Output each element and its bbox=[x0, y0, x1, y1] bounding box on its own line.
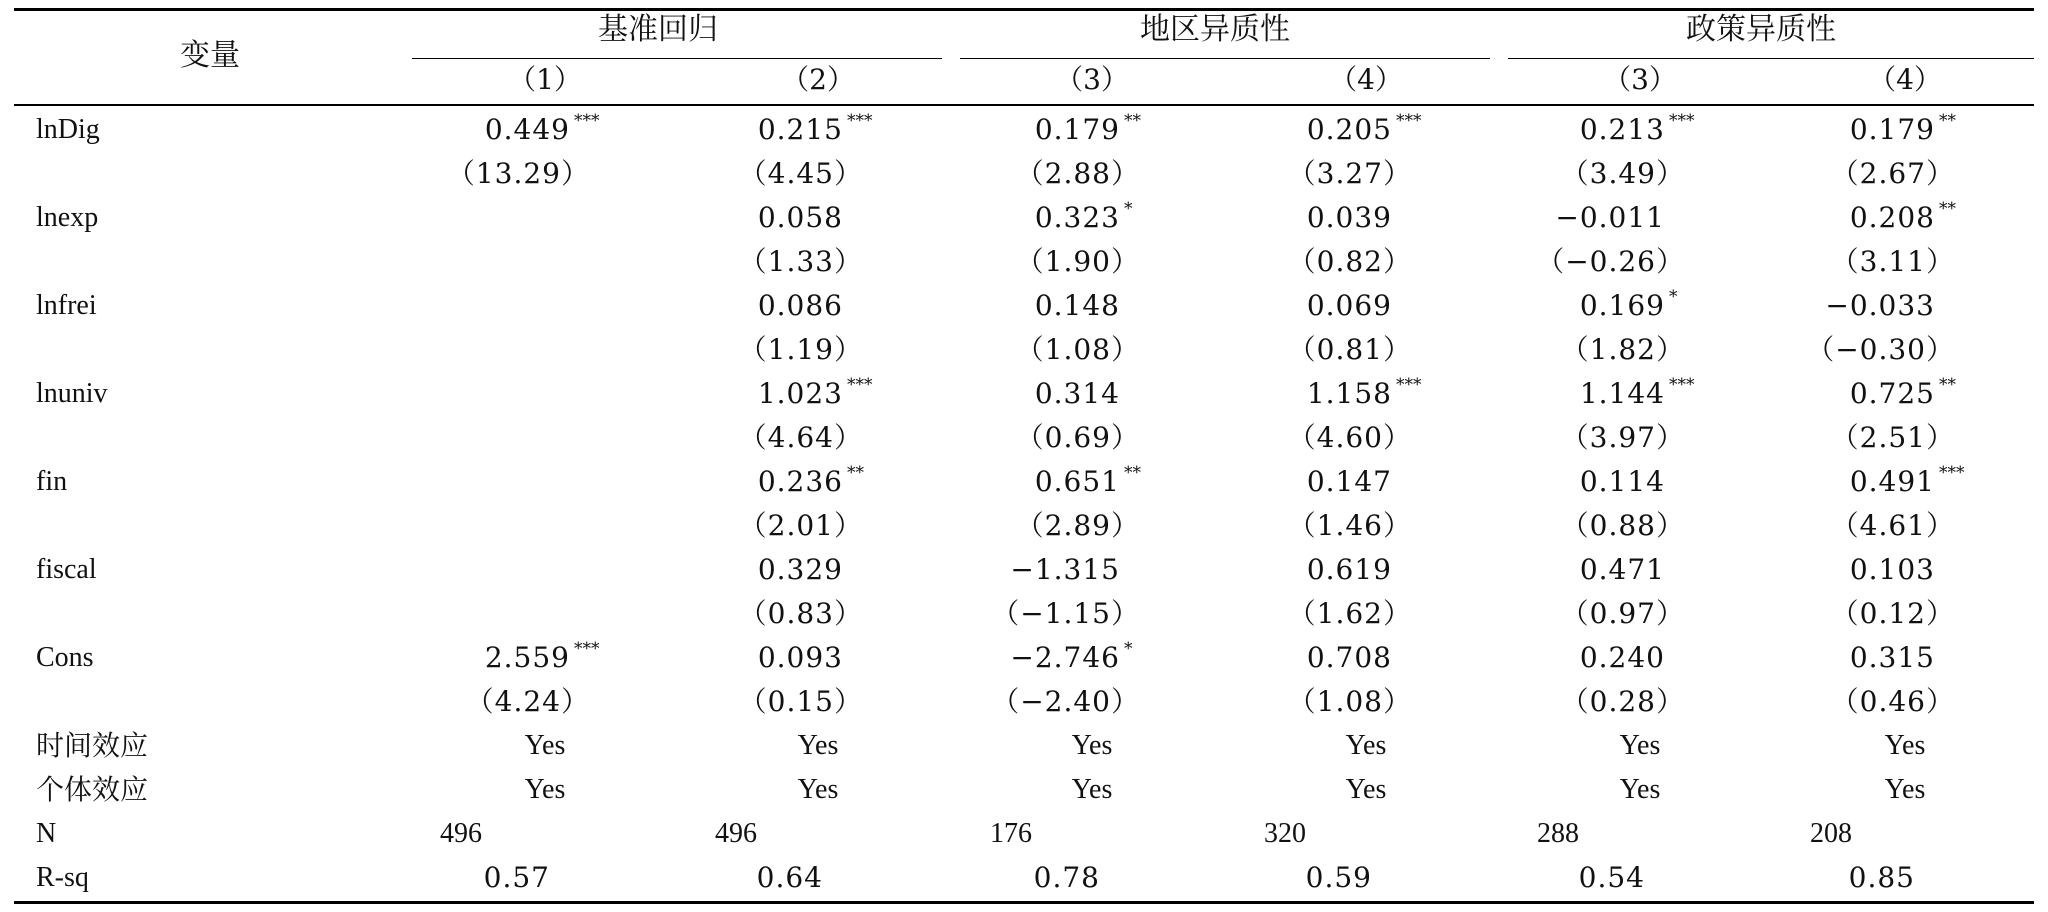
effect-value: Yes bbox=[1619, 774, 1661, 805]
rsq-value: 0.54 bbox=[1578, 861, 1645, 894]
rsq-label: R-sq bbox=[36, 862, 89, 893]
significance-stars: ** bbox=[1939, 111, 1956, 131]
effect-value: Yes bbox=[524, 730, 566, 761]
t-statistic: （−0.26） bbox=[1536, 245, 1685, 278]
top-rule bbox=[14, 8, 2034, 11]
t-statistic: （1.08） bbox=[1015, 333, 1140, 366]
effect-value: Yes bbox=[1345, 730, 1387, 761]
coefficient: 0.147 bbox=[1306, 465, 1392, 498]
bottom-rule bbox=[14, 901, 2034, 904]
t-statistic: （0.81） bbox=[1287, 333, 1412, 366]
coefficient: 0.069 bbox=[1306, 289, 1392, 322]
t-statistic: （1.46） bbox=[1287, 509, 1412, 542]
coefficient: −0.033 bbox=[1825, 289, 1935, 322]
header-rule bbox=[14, 104, 2034, 106]
coefficient: 0.148 bbox=[1034, 289, 1120, 322]
coefficient: 0.179 bbox=[1034, 113, 1120, 146]
significance-stars: ** bbox=[1124, 111, 1141, 131]
significance-stars: ** bbox=[847, 463, 864, 483]
coefficient: 0.725 bbox=[1849, 377, 1935, 410]
coefficient: −1.315 bbox=[1010, 553, 1120, 586]
t-statistic: （13.29） bbox=[446, 157, 590, 190]
effect-value: Yes bbox=[1345, 774, 1387, 805]
coefficient: 0.236 bbox=[757, 465, 843, 498]
t-statistic: （0.15） bbox=[738, 685, 863, 718]
t-statistic: （2.88） bbox=[1015, 157, 1140, 190]
t-statistic: （1.33） bbox=[738, 245, 863, 278]
coefficient: 0.449 bbox=[484, 113, 570, 146]
column-label: （1） bbox=[508, 63, 582, 96]
group-header-baseline: 基准回归 bbox=[598, 12, 718, 47]
rsq-value: 0.64 bbox=[756, 861, 823, 894]
t-statistic: （0.28） bbox=[1560, 685, 1685, 718]
t-statistic: （1.90） bbox=[1015, 245, 1140, 278]
coefficient: 0.651 bbox=[1034, 465, 1120, 498]
t-statistic: （1.19） bbox=[738, 333, 863, 366]
group-rule-region bbox=[960, 58, 1490, 59]
rsq-value: 0.78 bbox=[1033, 861, 1100, 894]
t-statistic: （0.69） bbox=[1015, 421, 1140, 454]
coefficient: 1.158 bbox=[1306, 377, 1392, 410]
coefficient: 0.314 bbox=[1034, 377, 1120, 410]
n-value: 496 bbox=[440, 818, 482, 849]
effect-name: 个体效应 bbox=[36, 773, 149, 806]
effect-value: Yes bbox=[797, 774, 839, 805]
t-statistic: （0.97） bbox=[1560, 597, 1685, 630]
t-statistic: （0.83） bbox=[738, 597, 863, 630]
column-label: （3） bbox=[1055, 63, 1129, 96]
n-value: 320 bbox=[1264, 818, 1306, 849]
group-rule-policy bbox=[1508, 58, 2034, 59]
group-header-policy: 政策异质性 bbox=[1686, 12, 1836, 47]
effect-value: Yes bbox=[524, 774, 566, 805]
coefficient: 0.315 bbox=[1849, 641, 1935, 674]
coefficient: 0.169 bbox=[1579, 289, 1665, 322]
effect-value: Yes bbox=[797, 730, 839, 761]
t-statistic: （4.61） bbox=[1830, 509, 1955, 542]
coefficient: 0.213 bbox=[1579, 113, 1665, 146]
rsq-value: 0.57 bbox=[483, 861, 550, 894]
coefficient: 0.329 bbox=[757, 553, 843, 586]
coefficient: 1.023 bbox=[757, 377, 843, 410]
significance-stars: *** bbox=[847, 375, 873, 395]
t-statistic: （4.60） bbox=[1287, 421, 1412, 454]
t-statistic: （−0.30） bbox=[1806, 333, 1955, 366]
variable-name: lnuniv bbox=[36, 378, 108, 409]
effect-value: Yes bbox=[1884, 730, 1926, 761]
coefficient: 0.086 bbox=[757, 289, 843, 322]
coefficient: 0.039 bbox=[1306, 201, 1392, 234]
coefficient: 0.179 bbox=[1849, 113, 1935, 146]
significance-stars: *** bbox=[1669, 375, 1695, 395]
effect-value: Yes bbox=[1619, 730, 1661, 761]
t-statistic: （4.64） bbox=[738, 421, 863, 454]
variable-header: 变量 bbox=[180, 38, 240, 73]
coefficient: 0.103 bbox=[1849, 553, 1935, 586]
n-value: 176 bbox=[990, 818, 1032, 849]
t-statistic: （1.62） bbox=[1287, 597, 1412, 630]
t-statistic: （1.08） bbox=[1287, 685, 1412, 718]
t-statistic: （3.49） bbox=[1560, 157, 1685, 190]
column-label: （3） bbox=[1603, 63, 1677, 96]
column-label: （2） bbox=[781, 63, 855, 96]
n-value: 288 bbox=[1537, 818, 1579, 849]
coefficient: 0.215 bbox=[757, 113, 843, 146]
significance-stars: *** bbox=[1669, 111, 1695, 131]
significance-stars: ** bbox=[1939, 199, 1956, 219]
significance-stars: * bbox=[1124, 639, 1133, 659]
significance-stars: *** bbox=[847, 111, 873, 131]
t-statistic: （1.82） bbox=[1560, 333, 1685, 366]
coefficient: −0.011 bbox=[1555, 201, 1665, 234]
t-statistic: （2.01） bbox=[738, 509, 863, 542]
t-statistic: （2.89） bbox=[1015, 509, 1140, 542]
coefficient: 0.471 bbox=[1579, 553, 1665, 586]
significance-stars: *** bbox=[1396, 111, 1422, 131]
t-statistic: （3.97） bbox=[1560, 421, 1685, 454]
coefficient: 0.240 bbox=[1579, 641, 1665, 674]
coefficient: 0.058 bbox=[757, 201, 843, 234]
t-statistic: （−2.40） bbox=[991, 685, 1140, 718]
variable-name: lnfrei bbox=[36, 290, 97, 321]
n-value: 496 bbox=[715, 818, 757, 849]
t-statistic: （4.45） bbox=[738, 157, 863, 190]
t-statistic: （3.11） bbox=[1830, 245, 1955, 278]
effect-value: Yes bbox=[1884, 774, 1926, 805]
significance-stars: ** bbox=[1124, 463, 1141, 483]
t-statistic: （−1.15） bbox=[991, 597, 1140, 630]
t-statistic: （0.46） bbox=[1830, 685, 1955, 718]
column-label: （4） bbox=[1868, 63, 1942, 96]
variable-name: lnDig bbox=[36, 114, 100, 145]
effect-name: 时间效应 bbox=[36, 729, 149, 762]
variable-name: Cons bbox=[36, 642, 94, 673]
significance-stars: *** bbox=[574, 639, 600, 659]
t-statistic: （0.82） bbox=[1287, 245, 1412, 278]
group-rule-baseline bbox=[412, 58, 942, 59]
variable-name: lnexp bbox=[36, 202, 99, 233]
column-label: （4） bbox=[1329, 63, 1403, 96]
t-statistic: （3.27） bbox=[1287, 157, 1412, 190]
coefficient: 0.323 bbox=[1034, 201, 1120, 234]
t-statistic: （2.67） bbox=[1830, 157, 1955, 190]
coefficient: 0.491 bbox=[1849, 465, 1935, 498]
t-statistic: （4.24） bbox=[465, 685, 590, 718]
significance-stars: *** bbox=[574, 111, 600, 131]
coefficient: 0.205 bbox=[1306, 113, 1392, 146]
effect-value: Yes bbox=[1071, 730, 1113, 761]
significance-stars: *** bbox=[1939, 463, 1965, 483]
coefficient: −2.746 bbox=[1010, 641, 1120, 674]
coefficient: 0.208 bbox=[1849, 201, 1935, 234]
coefficient: 0.093 bbox=[757, 641, 843, 674]
coefficient: 2.559 bbox=[484, 641, 570, 674]
variable-name: fin bbox=[36, 466, 68, 497]
effect-value: Yes bbox=[1071, 774, 1113, 805]
significance-stars: *** bbox=[1396, 375, 1422, 395]
t-statistic: （0.88） bbox=[1560, 509, 1685, 542]
t-statistic: （0.12） bbox=[1830, 597, 1955, 630]
coefficient: 0.708 bbox=[1306, 641, 1392, 674]
significance-stars: ** bbox=[1939, 375, 1956, 395]
coefficient: 1.144 bbox=[1579, 377, 1665, 410]
variable-name: fiscal bbox=[36, 554, 97, 585]
t-statistic: （2.51） bbox=[1830, 421, 1955, 454]
n-label: N bbox=[36, 818, 57, 849]
coefficient: 0.619 bbox=[1306, 553, 1392, 586]
coefficient: 0.114 bbox=[1579, 465, 1665, 498]
rsq-value: 0.59 bbox=[1305, 861, 1372, 894]
rsq-value: 0.85 bbox=[1848, 861, 1915, 894]
group-header-region: 地区异质性 bbox=[1140, 12, 1290, 47]
n-value: 208 bbox=[1810, 818, 1852, 849]
significance-stars: * bbox=[1669, 287, 1678, 307]
significance-stars: * bbox=[1124, 199, 1133, 219]
